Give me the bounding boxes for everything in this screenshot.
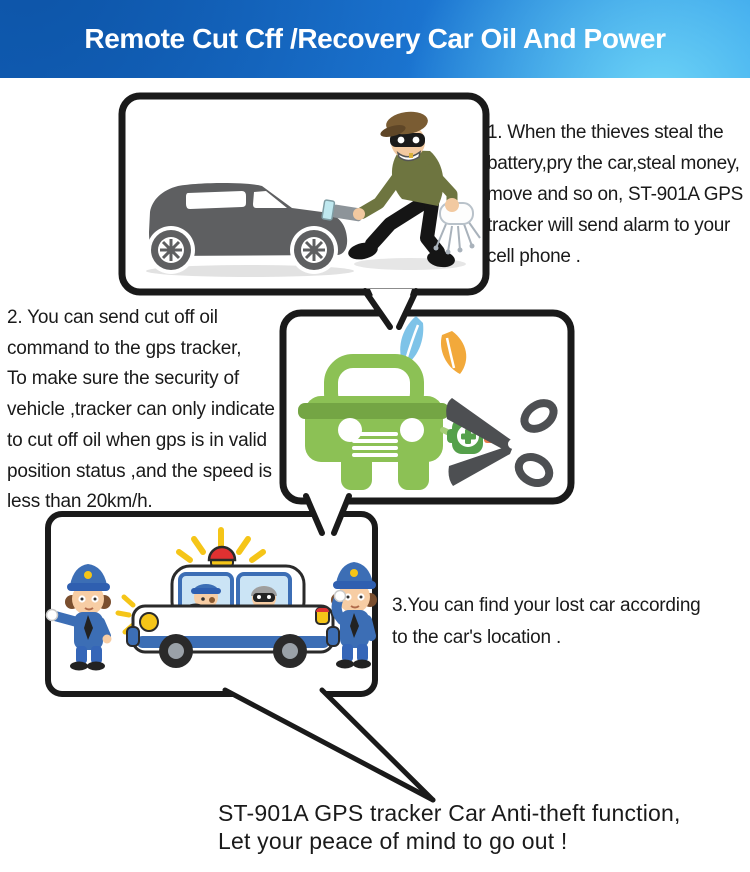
text-line: to cut off oil when gps is in valid — [7, 429, 267, 451]
text-line: 2. You can send cut off oil — [7, 307, 218, 328]
text-line: command to the gps tracker, — [7, 337, 242, 359]
text-line: cell phone . — [487, 246, 581, 267]
page-title: Remote Cut Cff /Recovery Car Oil And Power — [84, 23, 666, 54]
text-line: tracker will send alarm to your — [487, 215, 731, 236]
wheel — [290, 226, 338, 274]
alarm-text-block — [487, 117, 743, 272]
text-line: ST-901A GPS tracker Car Anti-theft function, — [218, 800, 681, 826]
text-line: 3.You can find your lost car according — [392, 595, 701, 616]
find-text-block — [392, 590, 701, 654]
footer-slogan — [218, 799, 681, 855]
text-line: position status ,and the speed is — [7, 460, 272, 482]
text-line: to the car's location . — [392, 627, 562, 648]
wheel — [147, 226, 195, 274]
bubble-tail-pointer — [225, 688, 433, 800]
text-line: To make sure the security of — [7, 368, 240, 390]
text-line: vehicle ,tracker can only indicate — [7, 399, 275, 421]
text-line: 1. When the thieves steal the — [487, 122, 724, 143]
cutoff-text-block — [7, 303, 275, 518]
text-line: less than 20km/h. — [7, 491, 153, 513]
text-line: Let your peace of mind to go out ! — [218, 828, 568, 854]
text-line: move and so on, ST-901A GPS — [487, 184, 743, 205]
text-line: battery,pry the car,steal money, — [487, 153, 740, 174]
